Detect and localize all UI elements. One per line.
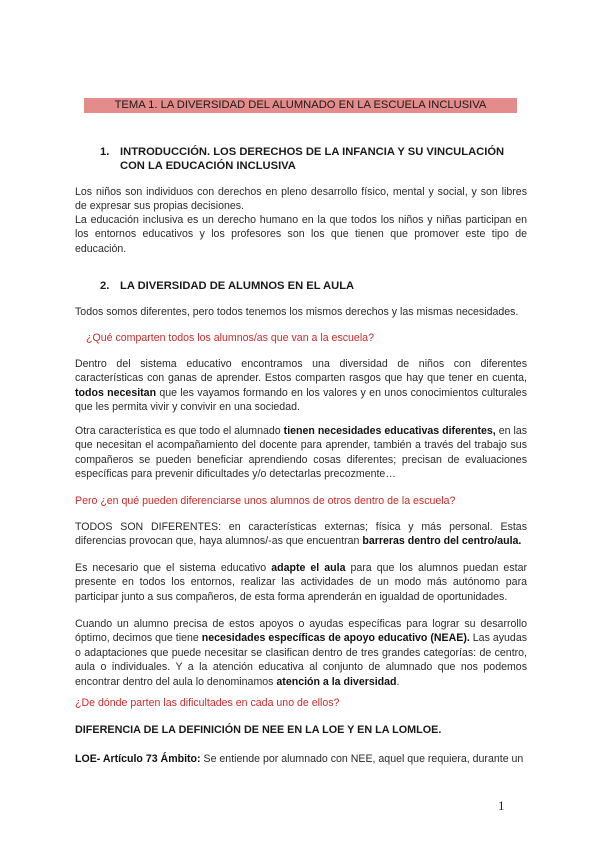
section-2-title: LA DIVERSIDAD DE ALUMNOS EN EL AULA <box>120 280 355 292</box>
intro-paragraph-1: Los niños son individuos con derechos en pleno desarrollo físico, mental y social, y son libres de expresar sus propias decisiones. <box>75 186 527 213</box>
loe-article-label: LOE- Artículo 73 Ámbito: <box>75 753 201 765</box>
paragraph-e-bold-1: necesidades específicas de apoyo educativo (NEAE). <box>201 632 470 645</box>
paragraph-a-bold: todos necesitan <box>75 386 157 399</box>
diff-heading: DIFERENCIA DE LA DEFINICIÓN DE NEE EN LA LOE Y EN LA LOMLOE. <box>75 724 442 736</box>
document-title: TEMA 1. LA DIVERSIDAD DEL ALUMNADO EN LA ESCUELA INCLUSIVA <box>84 98 517 113</box>
question-2: Pero ¿en qué pueden diferenciarse unos alumnos de otros dentro de la escuela? <box>75 495 456 507</box>
question-1: ¿Qué comparten todos los alumnos/as que van a la escuela? <box>86 332 374 344</box>
section-1-heading <box>100 145 530 173</box>
question-3: ¿De dónde parten las dificultades en cada uno de ellos? <box>75 697 340 709</box>
section-2-heading <box>100 279 530 293</box>
paragraph-d: Es necesario que el sistema educativo adapte el aula para que los alumnos puedan estar presente en todos los entornos, realizar las actividades de un modo más autónomo para participar junto a sus compañeros, de esta forma aprenderán en igualdad de oportunidades. <box>75 562 527 603</box>
section-1-number: 1. <box>100 146 110 158</box>
section-2-intro: Todos somos diferentes, pero todos tenemos los mismos derechos y las mismas necesidades. <box>75 306 519 318</box>
page-number: 1 <box>498 798 505 813</box>
paragraph-e: Cuando un alumno precisa de estos apoyos o ayudas específicas para lograr su desarrollo óptimo, decimos que tiene necesidades específicas de apoyo educativo (NEAE). Las ayudas o adaptaciones que puede necesitar se clasifican dentro de tres grandes categorías: de centro, aula o individuales. Y a la atención educativa al conjunto de alumnado que nos podemos encontrar dentro del aula lo denominamos atención a la diversidad. <box>75 618 528 688</box>
paragraph-d-bold: adapte el aula <box>271 562 346 574</box>
paragraph-a: Dentro del sistema educativo encontramos una diversidad de niños con diferentes características con ganas de aprender. Estos comparten rasgos que hay que tener en cuenta, todos necesitan que les vayamos formando en los valores y en unos conocimientos culturales que les permita vivir y convivir en una sociedad. <box>75 358 527 414</box>
intro-paragraph-2: La educación inclusiva es un derecho humano en la que todos los niños y niñas participan en los entornos educativos y los profesores son los que tienen que promover este tipo de educación. <box>75 214 527 255</box>
loe-paragraph: LOE- Artículo 73 Ámbito: Se entiende por alumnado con NEE, aquel que requiera, durante un <box>75 753 524 765</box>
paragraph-e-bold-2: atención a la diversidad <box>276 675 397 688</box>
paragraph-c: TODOS SON DIFERENTES: en características externas; física y más personal. Estas diferencias provocan que, haya alumnos/-as que encuentran barreras dentro del centro/aula. <box>75 521 527 548</box>
paragraph-b-bold: tienen necesidades educativas diferentes, <box>283 425 496 437</box>
section-2-number: 2. <box>100 280 110 292</box>
paragraph-b: Otra característica es que todo el alumnado tienen necesidades educativas diferentes, en las que necesitan el acompañamiento del docente para aprender, también a través del trabajo sus compañeros se pueden beneficiar aprendiendo cosas diferentes; precisan de evaluaciones específicas para prevenir dificultades y/o detectarlas precozmente… <box>75 425 528 481</box>
section-1-title: INTRODUCCIÓN. LOS DERECHOS DE LA INFANCIA Y SU VINCULACIÓN CON LA EDUCACIÓN INCLUSIVA <box>120 146 505 172</box>
paragraph-c-bold: barreras dentro del centro/aula. <box>362 535 522 548</box>
